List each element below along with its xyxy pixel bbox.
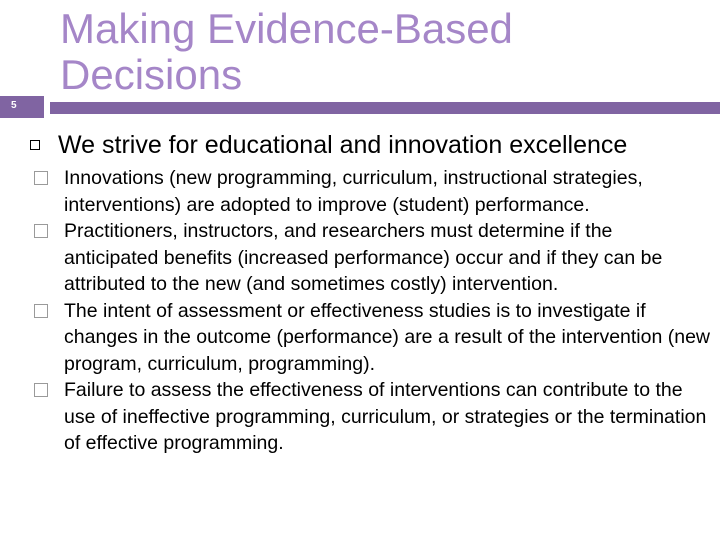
- checkbox-bullet-icon: [34, 171, 48, 185]
- sub-bullet-text-3: The intent of assessment or effectiveness studies is to investigate if changes in the outcome (performance) are a result of the intervention (new program, curriculum, programming).: [64, 299, 711, 375]
- sub-bullet-text-4: Failure to assess the effectiveness of interventions can contribute to the use of ineffective programming, curriculum, or strategies or the termination of effective programming.: [64, 379, 707, 454]
- sub-bullet-4: [30, 377, 710, 457]
- square-bullet-icon: [30, 140, 40, 150]
- sub-bullet-text-2: Practitioners, instructors, and researchers must determine if the anticipated benefits (increased performance) occur and if they can be attributed to the new (and sometimes costly) intervention.: [64, 220, 663, 295]
- main-bullet: [30, 126, 710, 164]
- sub-bullet-text-1: Innovations (new programming, curriculum, instructional strategies, interventions) are adopted to improve (student) performance.: [64, 167, 643, 216]
- title-underline: [50, 102, 720, 114]
- slide-number-box: [0, 96, 44, 118]
- checkbox-bullet-icon: [34, 224, 48, 238]
- slide-content: [30, 126, 710, 457]
- slide-number: 5: [11, 100, 17, 111]
- sub-bullet-3: [30, 298, 710, 378]
- checkbox-bullet-icon: [34, 383, 48, 397]
- sub-bullet-1: [30, 165, 710, 218]
- sub-bullet-2: [30, 218, 710, 298]
- checkbox-bullet-icon: [34, 304, 48, 318]
- slide-title: Making Evidence-Based Decisions: [60, 5, 513, 98]
- main-bullet-text: We strive for educational and innovation excellence: [58, 131, 628, 159]
